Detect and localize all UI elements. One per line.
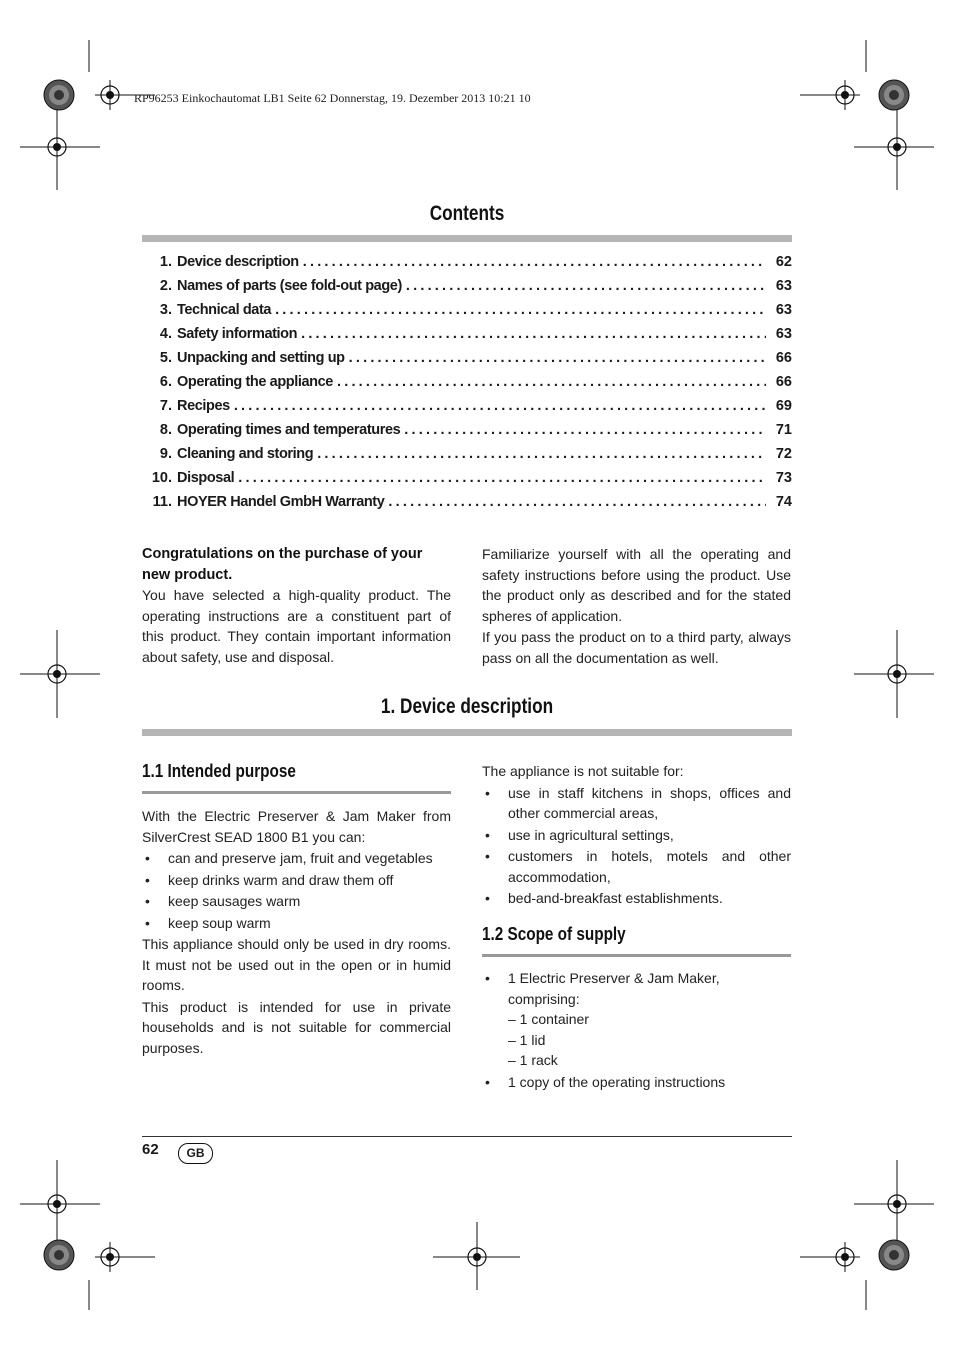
contents-title-bar <box>142 235 792 242</box>
list-item: • customers in hotels, motels and other accommodation, <box>482 846 791 887</box>
toc-title: Recipes <box>177 398 230 414</box>
heading-rule <box>142 791 451 794</box>
footer-rule <box>142 1136 792 1137</box>
toc-entry[interactable] <box>142 278 792 302</box>
toc-num: 6. <box>159 374 172 390</box>
toc-page: 73 <box>775 470 792 486</box>
toc-title: Unpacking and setting up <box>177 350 345 366</box>
toc-leader <box>234 398 766 414</box>
list-item: • keep sausages warm <box>142 891 451 912</box>
intended-purpose-body <box>142 806 451 1058</box>
paragraph: This appliance should only be used in dry rooms. It must not be used out in the open or in humid rooms. <box>142 936 451 993</box>
toc-num: 3. <box>159 302 172 318</box>
section-title: 1. Device description <box>380 695 554 718</box>
toc-page: 63 <box>775 326 792 342</box>
toc-num: 11. <box>152 494 172 510</box>
toc-leader <box>337 374 766 390</box>
toc-entry[interactable] <box>142 470 792 494</box>
sub-item: – 1 container <box>508 1011 589 1027</box>
toc-page: 66 <box>775 374 792 390</box>
toc-page: 63 <box>775 302 792 318</box>
table-of-contents <box>142 254 792 518</box>
toc-num: 8. <box>159 422 172 438</box>
toc-entry[interactable] <box>142 374 792 398</box>
toc-page: 62 <box>775 254 792 270</box>
toc-title: HOYER Handel GmbH Warranty <box>177 494 385 510</box>
list-item: • use in staff kitchens in shops, offices and other commercial areas, <box>482 783 791 824</box>
toc-num: 7. <box>159 398 172 414</box>
intended-purpose-heading: 1.1 Intended purpose <box>142 761 296 781</box>
toc-num: 2. <box>159 278 172 294</box>
toc-entry[interactable] <box>142 302 792 326</box>
intro-right-column <box>482 544 791 668</box>
toc-entry[interactable] <box>142 422 792 446</box>
toc-page: 63 <box>775 278 792 294</box>
toc-entry[interactable] <box>142 398 792 422</box>
toc-leader <box>349 350 766 366</box>
intro-heading: Congratulations on the purchase of your new product. <box>142 546 423 583</box>
toc-entry[interactable] <box>142 254 792 278</box>
sub-item: – 1 rack <box>508 1052 558 1068</box>
toc-title: Device description <box>177 254 299 270</box>
not-suitable-block <box>482 761 791 909</box>
toc-leader <box>275 302 766 318</box>
scope-list <box>482 968 791 1092</box>
toc-page: 71 <box>775 422 792 438</box>
toc-leader <box>317 446 766 462</box>
section-title-bar <box>142 729 792 736</box>
use-list <box>142 848 451 933</box>
toc-num: 10. <box>151 470 172 486</box>
toc-title: Cleaning and storing <box>177 446 314 462</box>
heading-rule <box>482 954 791 957</box>
list-item-text: 1 Electric Preserver & Jam Maker, comprising: <box>508 970 720 1007</box>
intro-paragraph: You have selected a high-quality product. The operating instructions are a constituent part of this product. They contain important information about safety, use and disposal. <box>142 587 451 665</box>
page-number: 62 <box>142 1141 159 1158</box>
toc-title: Safety information <box>177 326 298 342</box>
list-item: • keep drinks warm and draw them off <box>142 870 451 891</box>
toc-num: 9. <box>159 446 172 462</box>
list-item: • 1 copy of the operating instructions <box>482 1072 791 1093</box>
print-header: RP96253 Einkochautomat LB1 Seite 62 Donnerstag, 19. Dezember 2013 10:21 10 <box>134 91 531 105</box>
scope-of-supply-heading: 1.2 Scope of supply <box>482 924 626 944</box>
sub-item: – 1 lid <box>508 1031 546 1048</box>
toc-num: 4. <box>159 326 172 342</box>
toc-title: Operating the appliance <box>177 374 333 390</box>
toc-title: Disposal <box>177 470 235 486</box>
toc-page: 74 <box>775 494 792 510</box>
toc-title: Technical data <box>177 302 272 318</box>
paragraph: This product is intended for use in private households and is not suitable for commercial purposes. <box>142 998 451 1056</box>
language-badge: GB <box>178 1143 213 1164</box>
toc-leader <box>388 494 766 510</box>
toc-leader <box>303 254 766 270</box>
toc-num: 1. <box>159 254 172 270</box>
toc-leader <box>406 278 766 294</box>
toc-page: 69 <box>775 398 792 414</box>
list-item: • keep soup warm <box>142 913 451 934</box>
intro-paragraph: Familiarize yourself with all the operating and safety instructions before using the product. Use the product only as described and for the stated spheres of application. <box>482 546 791 624</box>
toc-entry[interactable] <box>142 446 792 470</box>
toc-title: Names of parts (see fold-out page) <box>177 278 402 294</box>
list-item: • use in agricultural settings, <box>482 825 791 846</box>
toc-title: Operating times and temperatures <box>177 422 401 438</box>
toc-entry[interactable] <box>142 350 792 374</box>
paragraph: The appliance is not suitable for: <box>482 763 684 779</box>
toc-entry[interactable] <box>142 494 792 518</box>
scope-of-supply-body <box>482 968 791 1092</box>
list-item: • can and preserve jam, fruit and vegetables <box>142 848 451 869</box>
list-item: • bed-and-breakfast establishments. <box>482 888 791 909</box>
paragraph: With the Electric Preserver & Jam Maker from SilverCrest SEAD 1800 B1 you can: <box>142 808 451 845</box>
toc-leader <box>301 326 766 342</box>
toc-entry[interactable] <box>142 326 792 350</box>
toc-page: 66 <box>775 350 792 366</box>
list-item <box>482 968 791 1071</box>
toc-leader <box>404 422 766 438</box>
toc-num: 5. <box>159 350 172 366</box>
intro-paragraph: If you pass the product on to a third party, always pass on all the documentation as well. <box>482 629 791 666</box>
intro-left-column <box>142 544 451 667</box>
toc-page: 72 <box>775 446 792 462</box>
toc-leader <box>238 470 766 486</box>
contents-title: Contents <box>429 202 505 225</box>
not-suitable-list <box>482 783 791 909</box>
